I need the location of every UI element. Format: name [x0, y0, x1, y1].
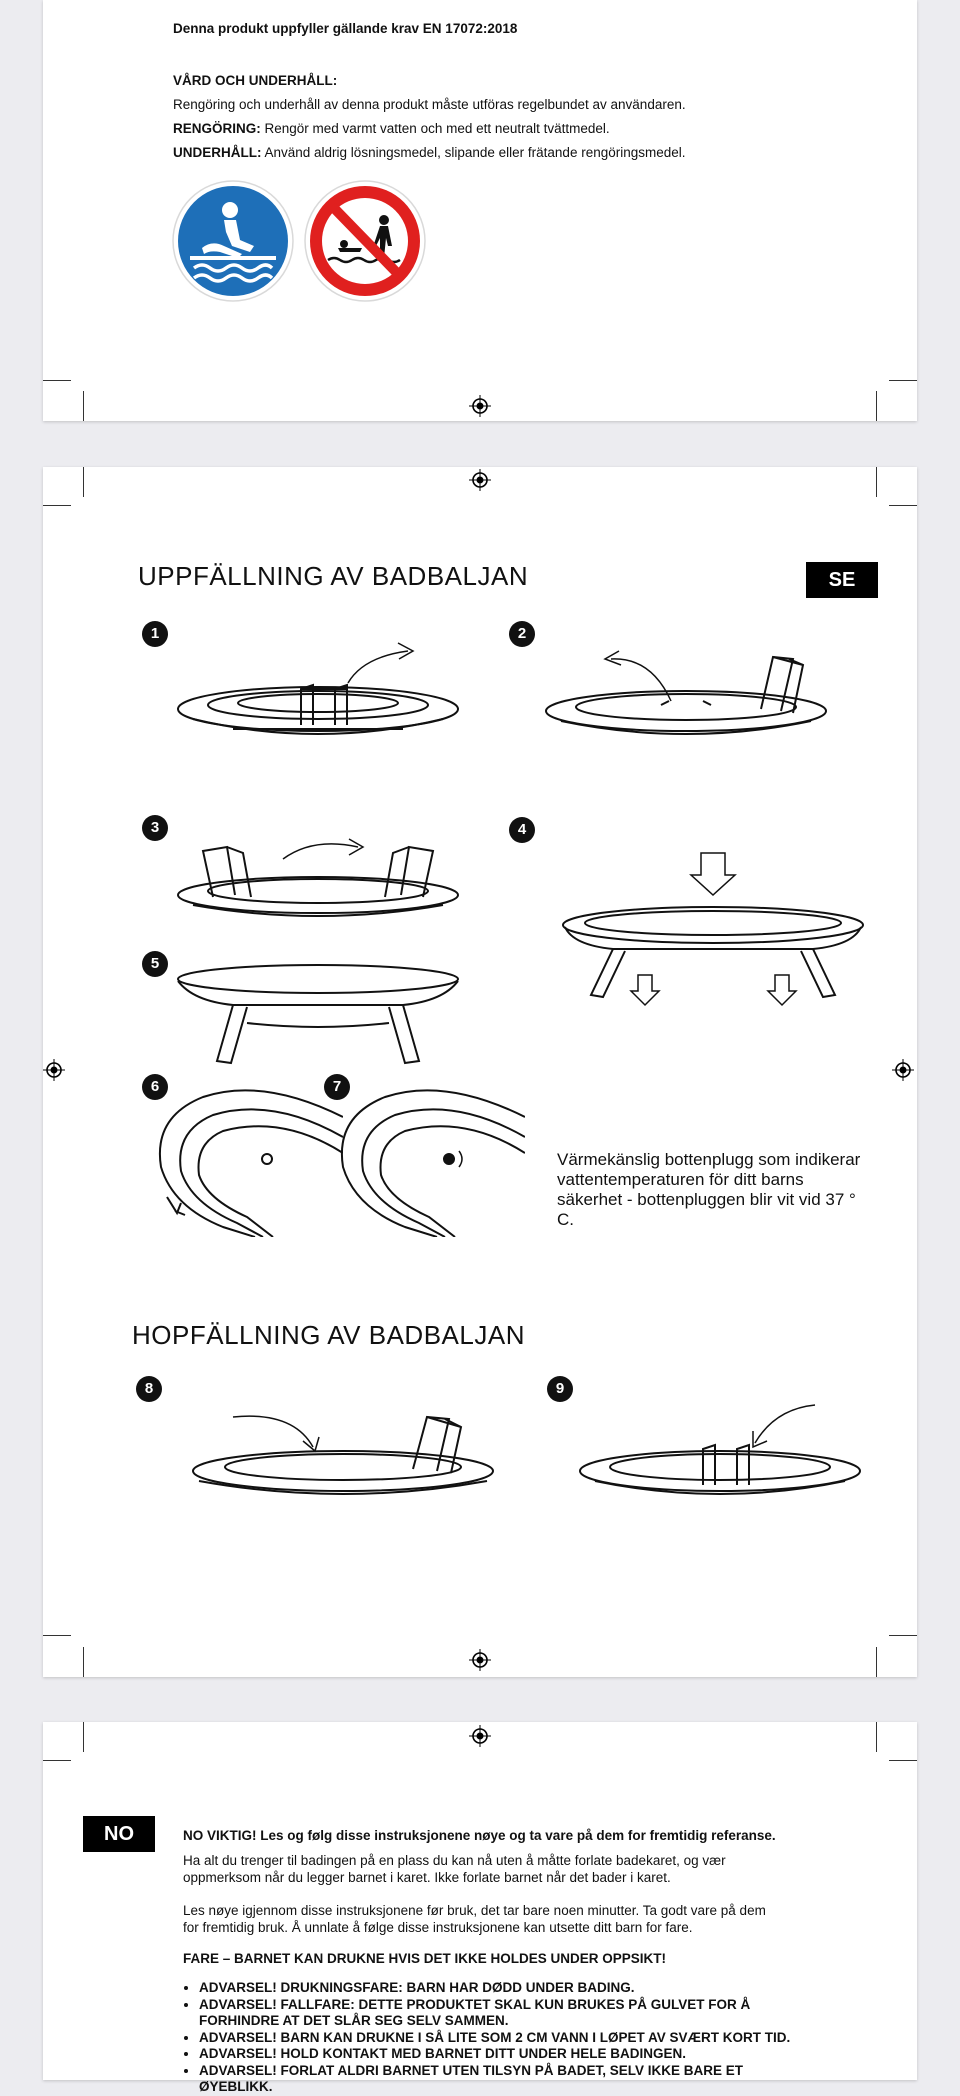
cleaning-text: Rengör med varmt vatten och med ett neutralt tvättmedel.: [260, 121, 610, 136]
registration-mark-icon: [469, 1649, 491, 1671]
step-number: 8: [136, 1376, 162, 1402]
step-5-illustration: [173, 961, 473, 1071]
cleaning-line: [173, 120, 610, 138]
care-heading: VÅRD OCH UNDERHÅLL:: [173, 73, 338, 88]
step-number: 3: [142, 815, 168, 841]
maintenance-text: Använd aldrig lösningsmedel, slipande eller frätande rengöringsmedel.: [261, 145, 686, 160]
maintenance-line: [173, 144, 686, 162]
step-number: 4: [509, 817, 535, 843]
warning-list: [183, 1980, 819, 2096]
thermo-plug-note: Värmekänslig bottenplugg som indikerar vattentemperaturen för ditt barns säkerhet - bottenpluggen blir vit vid 37 ° C.: [557, 1150, 861, 1229]
page-2: [43, 467, 917, 1677]
registration-mark-icon: [469, 1725, 491, 1747]
page-1: [43, 0, 917, 421]
cleaning-label: RENGÖRING:: [173, 121, 261, 136]
standard-statement: Denna produkt uppfyller gällande krav EN 17072:2018: [173, 21, 518, 36]
step-2-illustration: [541, 637, 841, 747]
step-number: 2: [509, 621, 535, 647]
warning-item: • ADVARSEL! FORLAT ALDRI BARNET UTEN TILSYN PÅ BADET, SELV IKKE BARE ET ØYEBLIKK.: [199, 2063, 819, 2096]
warning-item: • ADVARSEL! BARN KAN DRUKNE I SÅ LITE SOM 2 CM VANN I LØPET AV SVÆRT KORT TID.: [199, 2030, 819, 2047]
registration-mark-icon: [892, 1059, 914, 1081]
step-9-illustration: [575, 1397, 875, 1507]
language-badge-no: NO: [83, 1816, 155, 1852]
registration-mark-icon: [469, 469, 491, 491]
warning-item: • ADVARSEL! FALLFARE: DETTE PRODUKTET SKAL KUN BRUKES PÅ GULVET FOR Å FORHINDRE AT DET SLÅR SEG SELV SAMMEN.: [199, 1997, 819, 2030]
registration-mark-icon: [43, 1059, 65, 1081]
supervision-required-icon: [172, 180, 294, 302]
care-text: Rengöring och underhåll av denna produkt måste utföras regelbundet av användaren.: [173, 97, 686, 112]
danger-heading: FARE – BARNET KAN DRUKNE HVIS DET IKKE HOLDES UNDER OPPSIKT!: [183, 1951, 667, 1966]
intro-paragraph-1: Ha alt du trenger til badingen på en plass du kan nå uten å måtte forlate badekaret, og vær oppmerksom når du legger barnet i karet. Ikke forlate barnet når det bader i karet.: [183, 1853, 726, 1885]
language-badge-se: SE: [806, 562, 878, 598]
step-3-illustration: [173, 817, 473, 927]
step-number: 7: [324, 1074, 350, 1100]
warning-item: • ADVARSEL! DRUKNINGSFARE: BARN HAR DØDD UNDER BADING.: [199, 1980, 819, 1997]
step-7-illustration: [325, 1087, 525, 1237]
step-1-illustration: [173, 637, 473, 747]
step-number: 5: [142, 951, 168, 977]
intro-paragraph-2: Les nøye igjennom disse instruksjonene før bruk, det tar bare noen minutter. Ta godt vare på dem for fremtidig bruk. Å unnlate å følge disse instruksjonene kan utsette ditt barn for fare.: [183, 1903, 766, 1935]
step-6-illustration: [143, 1087, 343, 1237]
registration-mark-icon: [469, 395, 491, 417]
page-3: [43, 1722, 917, 2094]
maintenance-label: UNDERHÅLL:: [173, 145, 262, 160]
do-not-leave-child-icon: [304, 180, 426, 302]
step-4-illustration: [553, 845, 873, 1020]
step-8-illustration: [183, 1397, 513, 1507]
step-number: 9: [547, 1376, 573, 1402]
intro-important: NO VIKTIG! Les og følg disse instruksjonene nøye og ta vare på dem for fremtidig referanse.: [183, 1828, 776, 1843]
unfold-title: UPPFÄLLNING AV BADBALJAN: [138, 561, 529, 591]
step-number: 6: [142, 1074, 168, 1100]
warning-item: • ADVARSEL! HOLD KONTAKT MED BARNET DITT UNDER HELE BADINGEN.: [199, 2046, 819, 2063]
step-number: 1: [142, 621, 168, 647]
fold-title: HOPFÄLLNING AV BADBALJAN: [132, 1320, 525, 1350]
